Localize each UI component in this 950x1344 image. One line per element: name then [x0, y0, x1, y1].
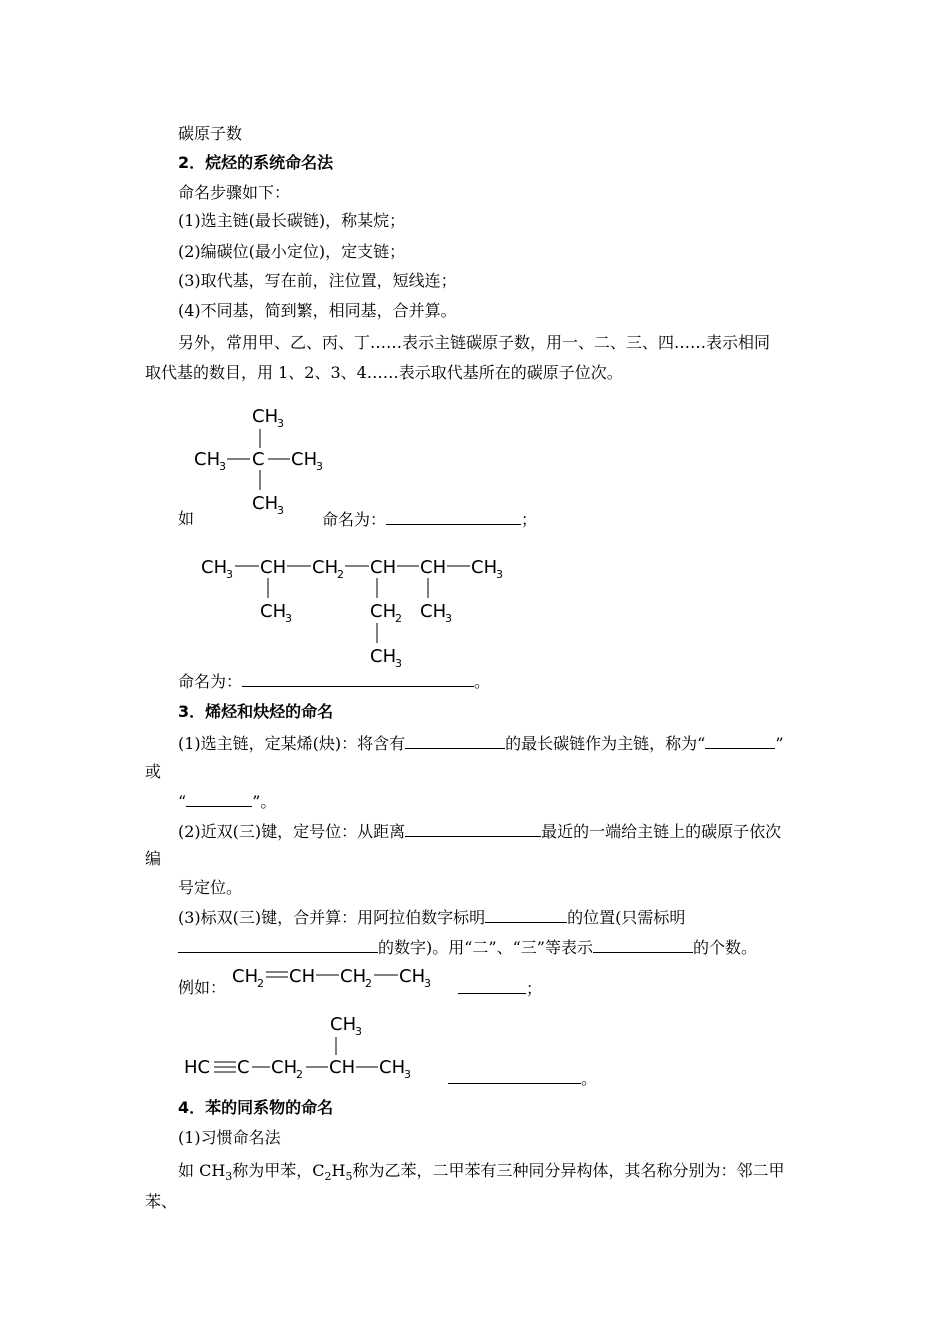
svg-text:CH: CH: [252, 493, 279, 514]
svg-text:3: 3: [355, 1025, 362, 1038]
punctuation: 。: [474, 672, 491, 691]
text-line: (4)不同基，简到繁，相同基，合并算。: [178, 301, 457, 320]
text-label-example: 例如：: [178, 978, 227, 997]
answer-blank[interactable]: [458, 978, 526, 994]
svg-text:CH: CH: [340, 966, 367, 987]
structural-formula-alkene: [228, 960, 448, 992]
naming-prompt-2: [178, 671, 490, 692]
svg-text:3: 3: [277, 504, 284, 517]
answer-blank[interactable]: [178, 937, 378, 953]
svg-text:CH: CH: [260, 601, 287, 622]
text-line: (2)近双(三)键，定号位：从距离 最近的一端给主链上的碳原子依次: [178, 822, 782, 841]
formula-main-chain: [201, 557, 503, 581]
svg-text:2: 2: [296, 1068, 303, 1081]
svg-text:3: 3: [316, 460, 323, 473]
answer-blank[interactable]: [485, 907, 567, 923]
svg-text:CH: CH: [252, 406, 279, 427]
svg-text:CH: CH: [260, 557, 287, 578]
answer-blank[interactable]: [405, 733, 505, 749]
svg-text:2: 2: [365, 977, 372, 990]
formula-atom-bottom: [252, 493, 284, 517]
text-label-ru: 如: [178, 509, 195, 528]
svg-text:3: 3: [404, 1068, 411, 1081]
svg-text:2: 2: [257, 977, 264, 990]
text-line: (3)标双(三)键，合并算：用阿拉伯数字标明 的位置(只需标明: [178, 908, 686, 927]
svg-text:C: C: [237, 1057, 250, 1078]
svg-text:3: 3: [445, 612, 452, 625]
svg-text:CH: CH: [329, 1057, 356, 1078]
text-line: 号定位。: [178, 878, 243, 897]
structural-formula-1: [190, 402, 340, 517]
svg-text:3: 3: [226, 568, 233, 581]
text-line: 苯、: [145, 1192, 178, 1211]
answer-blank[interactable]: [705, 733, 775, 749]
svg-text:CH: CH: [201, 557, 228, 578]
answer-blank[interactable]: [448, 1068, 581, 1084]
svg-text:CH: CH: [471, 557, 498, 578]
text-line: (1)选主链，定某烯(炔)：将含有 的最长碳链作为主链，称为“ ”: [178, 734, 784, 753]
answer-blank[interactable]: [186, 791, 252, 807]
formula-branch-methyl-1: [260, 601, 292, 625]
section-heading-2: 2．烷烃的系统命名法: [178, 153, 334, 172]
svg-text:3: 3: [277, 417, 284, 430]
text-line: (2)编碳位(最小定位)，定支链；: [178, 242, 406, 261]
text-line: “ ”。: [178, 792, 277, 811]
formula-atom-right: [291, 449, 323, 473]
svg-text:2: 2: [395, 612, 402, 625]
svg-text:CH: CH: [291, 449, 318, 470]
naming-label: 命名为：: [322, 510, 387, 529]
text-line: (1)习惯命名法: [178, 1128, 281, 1147]
svg-text:CH: CH: [370, 601, 397, 622]
svg-text:CH: CH: [370, 557, 397, 578]
text-line: 另外，常用甲、乙、丙、丁……表示主链碳原子数，用一、二、三、四……表示相同: [178, 333, 771, 352]
answer-blank[interactable]: [593, 937, 693, 953]
naming-label: 命名为：: [178, 672, 243, 691]
punctuation: ；: [521, 510, 538, 529]
svg-text:3: 3: [496, 568, 503, 581]
section-heading-3: 3．烯烃和炔烃的命名: [178, 702, 334, 721]
svg-text:CH: CH: [379, 1057, 406, 1078]
svg-text:CH: CH: [330, 1014, 357, 1035]
text-line: 编: [145, 849, 162, 868]
svg-text:CH: CH: [420, 557, 447, 578]
formula-atom-top: [252, 406, 284, 430]
svg-text:CH: CH: [271, 1057, 298, 1078]
text-line: 或: [145, 762, 162, 781]
formula-atom-center: C: [252, 449, 265, 470]
formula-branch-ethyl: [370, 601, 402, 670]
text-line: 命名步骤如下：: [178, 183, 291, 202]
naming-prompt-1: [322, 509, 537, 530]
formula-atom-left: [194, 449, 226, 473]
structural-formula-alkyne: [182, 1010, 422, 1080]
text-line: 碳原子数: [178, 124, 243, 143]
svg-text:CH: CH: [312, 557, 339, 578]
text-line: 取代基的数目，用 1、2、3、4……表示取代基所在的碳原子位次。: [145, 363, 623, 382]
answer-blank[interactable]: [242, 671, 474, 687]
section-heading-4: 4．苯的同系物的命名: [178, 1098, 334, 1117]
answer-blank[interactable]: [405, 821, 541, 837]
text-line: 的数字)。用“二”、“三”等表示 的个数。: [178, 937, 757, 958]
svg-text:CH: CH: [289, 966, 316, 987]
answer-line: 。: [448, 1068, 597, 1089]
svg-text:HC: HC: [184, 1057, 211, 1078]
svg-text:3: 3: [395, 657, 402, 670]
answer-blank[interactable]: [386, 509, 521, 525]
svg-text:3: 3: [219, 460, 226, 473]
svg-text:3: 3: [285, 612, 292, 625]
text-line: 如 $CH_3$称为甲苯，$C_2H_5$称为乙苯，二甲苯有三种同分异构体，其名称分别为：邻二甲: [178, 1161, 785, 1184]
svg-text:3: 3: [424, 977, 431, 990]
answer-line: ；: [458, 978, 542, 999]
svg-text:CH: CH: [399, 966, 426, 987]
text-line: (3)取代基，写在前，注位置，短线连；: [178, 271, 457, 290]
svg-text:CH: CH: [420, 601, 447, 622]
formula-branch-methyl-2: [420, 601, 452, 625]
svg-text:CH: CH: [370, 646, 397, 667]
svg-text:CH: CH: [194, 449, 221, 470]
text-line: (1)选主链(最长碳链)，称某烷；: [178, 211, 406, 230]
svg-text:2: 2: [337, 568, 344, 581]
structural-formula-2: [195, 548, 515, 668]
svg-text:CH: CH: [232, 966, 259, 987]
